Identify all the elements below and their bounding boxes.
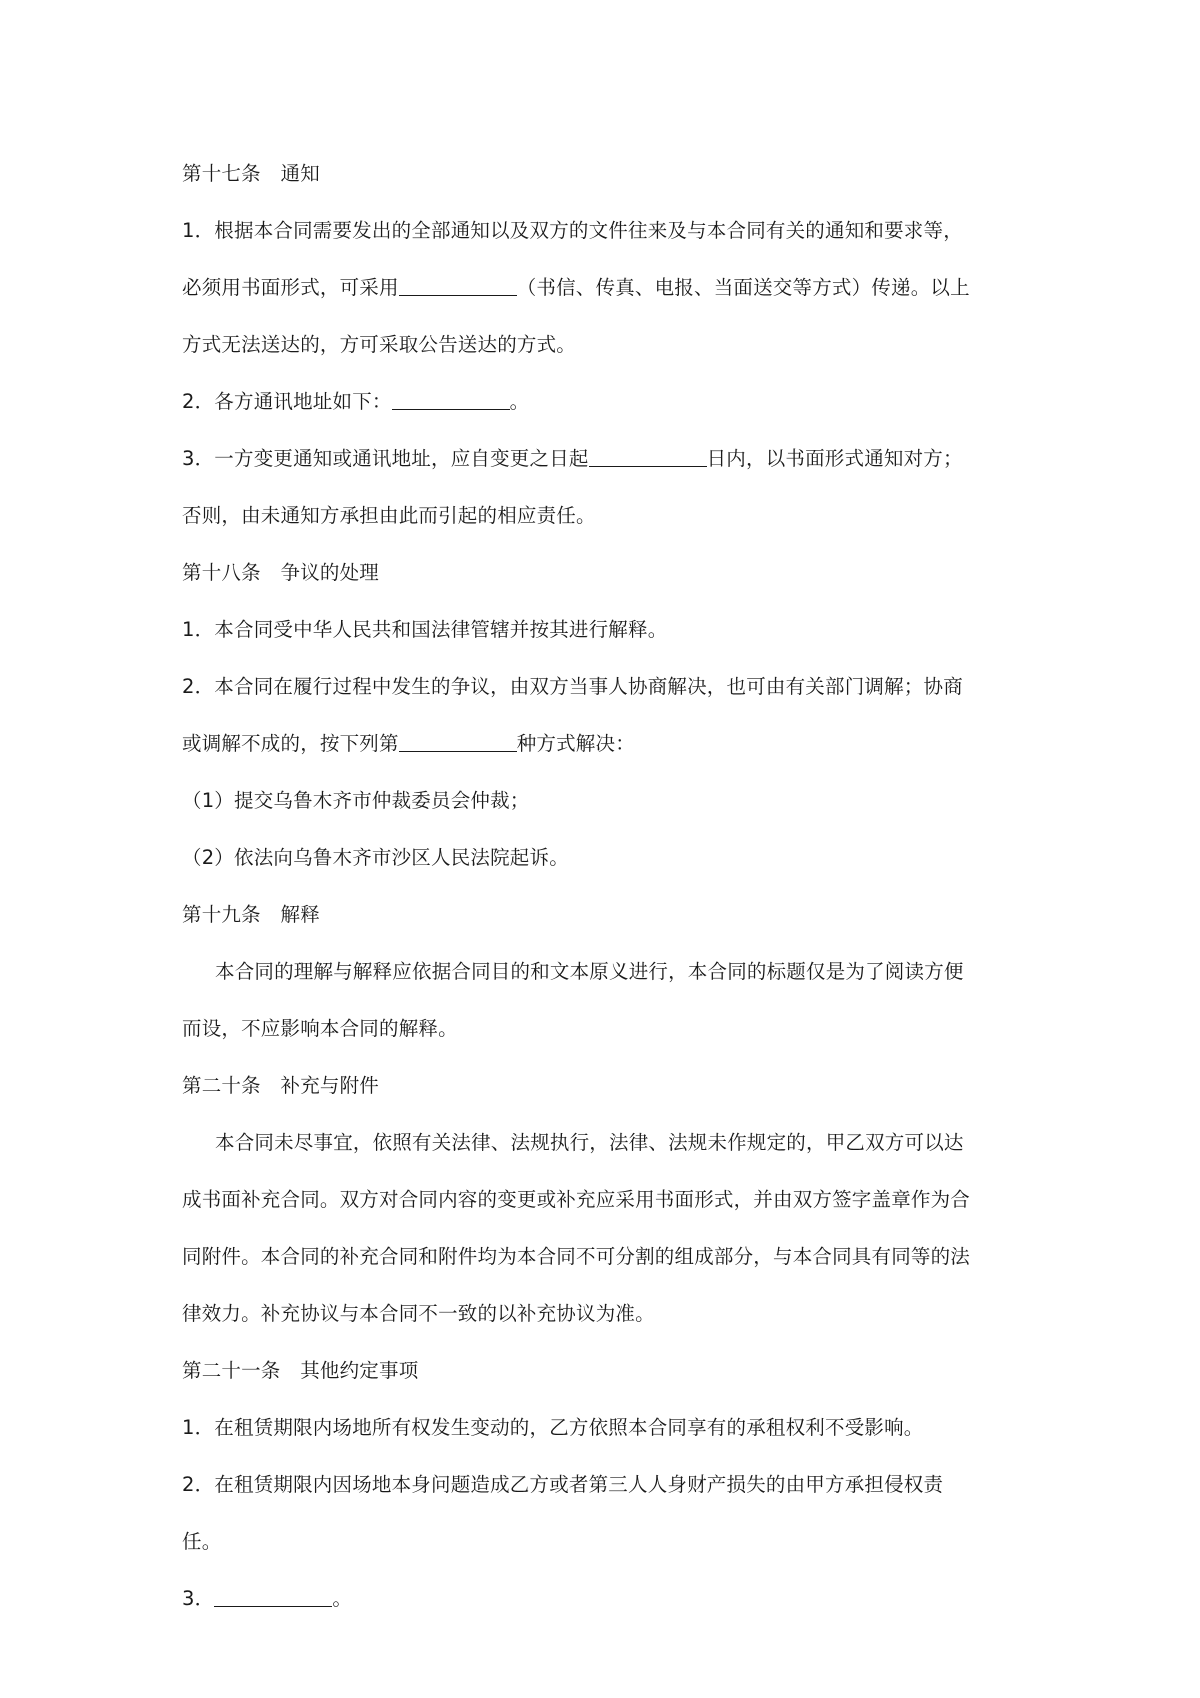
article-19-line-1: 本合同的理解与解释应依据合同目的和文本原义进行，本合同的标题仅是为了阅读方便 bbox=[215, 960, 964, 983]
article-18-clause-1: 1．本合同受中华人民共和国法律管辖并按其进行解释。 bbox=[182, 618, 668, 641]
article-20-line-2: 成书面补充合同。双方对合同内容的变更或补充应采用书面形式，并由双方签字盖章作为合 bbox=[182, 1188, 971, 1211]
article-17-clause-2 bbox=[182, 373, 1022, 430]
article-20-line-4: 律效力。补充协议与本合同不一致的以补充协议为准。 bbox=[182, 1302, 655, 1325]
article-18-option-2: （2）依法向乌鲁木齐市沙区人民法院起诉。 bbox=[182, 846, 569, 869]
fill-blank bbox=[214, 1586, 332, 1607]
document-page bbox=[182, 145, 1022, 1627]
text-segment: 。 bbox=[509, 390, 530, 413]
fill-blank bbox=[399, 731, 517, 752]
text-segment: 2．各方通讯地址如下： bbox=[182, 390, 392, 413]
text-segment: （书信、传真、电报、当面送交等方式）传递。以上 bbox=[516, 276, 970, 299]
text-segment: 或调解不成的，按下列第 bbox=[182, 732, 399, 755]
fill-blank bbox=[589, 446, 707, 467]
text-segment: 必须用书面形式，可采用 bbox=[182, 276, 399, 299]
article-18-heading: 第十八条 争议的处理 bbox=[182, 561, 380, 584]
article-19-line-2: 而设，不应影响本合同的解释。 bbox=[182, 1017, 458, 1040]
article-21-clause-3 bbox=[182, 1570, 1022, 1627]
fill-blank bbox=[392, 389, 510, 410]
article-21-clause-1: 1．在租赁期限内场地所有权发生变动的，乙方依照本合同享有的承租权利不受影响。 bbox=[182, 1416, 924, 1439]
article-18-option-1: （1）提交乌鲁木齐市仲裁委员会仲裁； bbox=[182, 789, 530, 812]
article-18-clause-2-line-2 bbox=[182, 715, 1022, 772]
article-20-line-1: 本合同未尽事宜，依照有关法律、法规执行，法律、法规未作规定的，甲乙双方可以达 bbox=[215, 1131, 964, 1154]
fill-blank bbox=[399, 275, 517, 296]
article-17-clause-1-line-3: 方式无法送达的，方可采取公告送达的方式。 bbox=[182, 333, 577, 356]
article-20-line-3: 同附件。本合同的补充合同和附件均为本合同不可分割的组成部分，与本合同具有同等的法 bbox=[182, 1245, 971, 1268]
article-17-clause-1-line-1: 1．根据本合同需要发出的全部通知以及双方的文件往来及与本合同有关的通知和要求等， bbox=[182, 219, 963, 242]
article-21-clause-2-line-2: 任。 bbox=[182, 1530, 222, 1553]
article-18-clause-2-line-1: 2．本合同在履行过程中发生的争议，由双方当事人协商解决，也可由有关部门调解；协商 bbox=[182, 675, 963, 698]
article-19-heading: 第十九条 解释 bbox=[182, 903, 320, 926]
article-17-clause-1-line-2 bbox=[182, 259, 1022, 316]
article-21-heading: 第二十一条 其他约定事项 bbox=[182, 1359, 419, 1382]
text-segment: 种方式解决： bbox=[516, 732, 635, 755]
text-segment: 日内，以书面形式通知对方； bbox=[706, 447, 963, 470]
text-segment: 3． bbox=[182, 1587, 215, 1610]
article-17-clause-3-line-2: 否则，由未通知方承担由此而引起的相应责任。 bbox=[182, 504, 596, 527]
article-21-clause-2-line-1: 2．在租赁期限内因场地本身问题造成乙方或者第三人人身财产损失的由甲方承担侵权责 bbox=[182, 1473, 944, 1496]
article-17-heading: 第十七条 通知 bbox=[182, 162, 320, 185]
article-20-heading: 第二十条 补充与附件 bbox=[182, 1074, 380, 1097]
text-segment: 3．一方变更通知或通讯地址，应自变更之日起 bbox=[182, 447, 589, 470]
text-segment: 。 bbox=[332, 1587, 353, 1610]
article-17-clause-3-line-1 bbox=[182, 430, 1022, 487]
